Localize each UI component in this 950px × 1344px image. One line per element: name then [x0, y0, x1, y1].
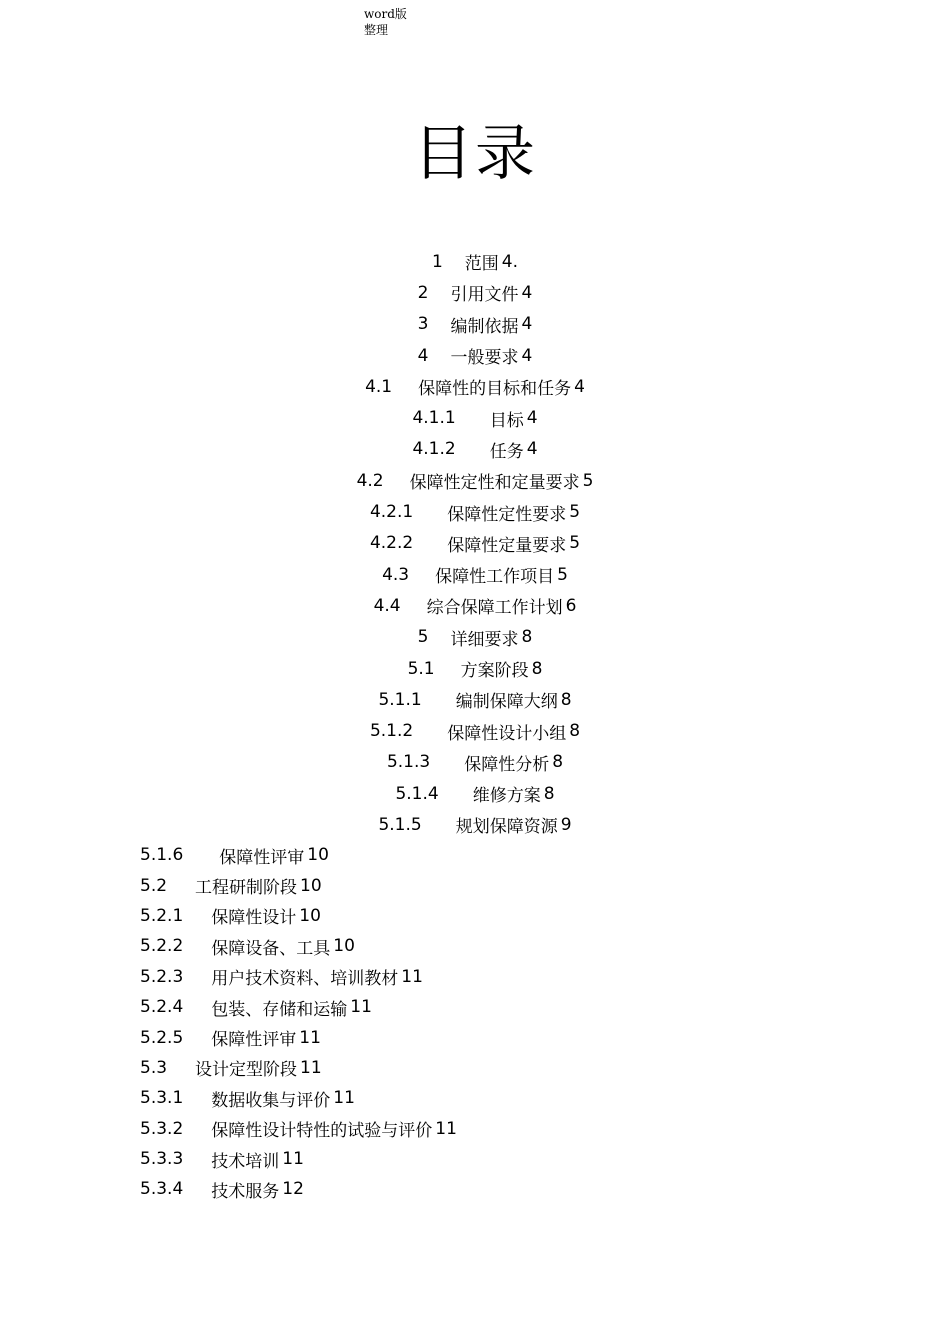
- toc-entry-number: 4.2.1: [369, 502, 414, 523]
- toc-entry-number: 5.1.6: [140, 845, 184, 866]
- toc-entry-title: 编制保障大纲: [455, 692, 558, 713]
- toc-entry[interactable]: [0, 1114, 950, 1144]
- header-line-1: word版: [364, 7, 407, 21]
- toc-entry-number: 5.1.4: [395, 783, 439, 804]
- toc-entry-number: 5.2.4: [140, 997, 184, 1018]
- toc-entry-number: 4: [417, 345, 429, 366]
- toc-entry-title: 规划保障资源: [455, 817, 558, 838]
- toc-entry-page: 5: [582, 470, 594, 491]
- toc-entry-title: 引用文件: [450, 285, 519, 306]
- toc-entry-title: 保障性设计: [211, 908, 297, 929]
- toc-entry-page: 11: [333, 1088, 355, 1109]
- toc-entry-page: 5: [569, 502, 581, 523]
- toc-entry-title: 保障性评审: [219, 847, 305, 868]
- toc-entry[interactable]: [0, 870, 950, 900]
- toc-entry[interactable]: [0, 246, 950, 277]
- toc-entry[interactable]: [0, 1144, 950, 1174]
- toc-entry[interactable]: [0, 1083, 950, 1113]
- toc-entry-page: 4: [521, 314, 533, 335]
- toc-entry[interactable]: [0, 1174, 950, 1204]
- toc-entry-title: 包装、存储和运输: [211, 999, 348, 1020]
- toc-entry-page: 5: [557, 564, 568, 585]
- toc-entry[interactable]: [0, 992, 950, 1022]
- toc-entry-page: 8: [569, 721, 581, 742]
- toc-entry-page: 8: [543, 783, 555, 804]
- toc-entry-number: 5.2: [140, 875, 168, 896]
- toc-entry[interactable]: [0, 1022, 950, 1052]
- toc-entry-number: 1: [431, 251, 443, 272]
- toc-entry-title: 任务: [489, 441, 524, 462]
- toc-entry[interactable]: [0, 371, 950, 402]
- toc-entry-title: 保障性设计特性的试验与评价: [211, 1121, 433, 1142]
- toc-entry-number: 5.1.5: [378, 814, 422, 835]
- toc-entry[interactable]: [0, 747, 950, 778]
- toc-entry[interactable]: [0, 715, 950, 746]
- toc-entry-page: 4: [574, 376, 585, 397]
- toc-entry-page: 4: [521, 282, 533, 303]
- toc-entry-number: 4.1: [365, 376, 393, 397]
- toc-entry-page: 4: [521, 345, 533, 366]
- toc-entry-page: 6: [565, 595, 577, 616]
- toc-entry[interactable]: [0, 1053, 950, 1083]
- toc-entry[interactable]: [0, 309, 950, 340]
- toc-entry[interactable]: [0, 778, 950, 809]
- toc-entry-title: 保障性评审: [211, 1030, 297, 1051]
- toc-entry-number: 5.1.3: [386, 752, 431, 773]
- toc-entry-page: 11: [299, 1027, 321, 1048]
- toc-entry-number: 5.3.3: [140, 1149, 184, 1170]
- toc-entry-page: 4: [526, 439, 538, 460]
- toc-entry-page: 8: [560, 689, 572, 710]
- toc-left-list: [0, 840, 950, 1205]
- toc-entry-number: 5.1.2: [369, 721, 414, 742]
- toc-entry[interactable]: [0, 340, 950, 371]
- toc-entry-number: 3: [417, 314, 429, 335]
- toc-entry[interactable]: [0, 402, 950, 433]
- toc-entry[interactable]: [0, 684, 950, 715]
- toc-entry-title: 详细要求: [450, 629, 519, 650]
- toc-entry[interactable]: [0, 840, 950, 870]
- toc-entry-page: 11: [282, 1149, 304, 1170]
- toc-entry[interactable]: [0, 653, 950, 684]
- toc-entry-page: 8: [531, 658, 543, 679]
- toc-entry-number: 4.1.1: [412, 408, 456, 429]
- toc-entry-title: 用户技术资料、培训教材: [211, 969, 399, 990]
- toc-entry-page: 5: [569, 533, 581, 554]
- toc-entry[interactable]: [0, 434, 950, 465]
- toc-entry[interactable]: [0, 277, 950, 308]
- toc-centered-list: [0, 246, 950, 841]
- toc-entry-number: 5.2.1: [140, 905, 184, 926]
- toc-entry-title: 范围: [464, 254, 499, 275]
- toc-entry-title: 目标: [489, 410, 524, 431]
- toc-entry-page: 10: [307, 845, 329, 866]
- toc-entry-title: 综合保障工作计划: [426, 598, 563, 619]
- toc-entry-number: 5.2.5: [140, 1027, 184, 1048]
- toc-entry[interactable]: [0, 931, 950, 961]
- toc-entry-page: 10: [299, 905, 321, 926]
- toc-entry-page: 11: [350, 997, 372, 1018]
- toc-entry-page: 8: [521, 627, 533, 648]
- toc-entry-title: 一般要求: [450, 348, 519, 369]
- toc-entry-page: 12: [282, 1179, 304, 1200]
- toc-entry-title: 技术培训: [211, 1151, 280, 1172]
- toc-entry-title: 编制依据: [450, 316, 519, 337]
- toc-entry-number: 5: [417, 627, 429, 648]
- toc-entry-title: 保障设备、工具: [211, 938, 331, 959]
- toc-entry-title: 保障性定性要求: [447, 504, 567, 525]
- toc-entry-title: 方案阶段: [460, 661, 529, 681]
- toc-entry-number: 5.1.1: [378, 689, 422, 710]
- toc-entry-number: 2: [417, 282, 429, 303]
- toc-entry[interactable]: [0, 590, 950, 621]
- toc-entry-title: 保障性分析: [464, 754, 550, 775]
- toc-entry-number: 4.1.2: [412, 439, 456, 460]
- toc-entry-page: 11: [300, 1057, 322, 1078]
- toc-entry-number: 4.2: [356, 470, 384, 491]
- toc-entry-page: 4: [526, 408, 538, 429]
- toc-entry-title: 保障性工作项目: [435, 567, 555, 588]
- toc-entry-number: 5.2.3: [140, 966, 184, 987]
- toc-entry[interactable]: [0, 809, 950, 840]
- toc-entry-number: 5.3.4: [140, 1179, 184, 1200]
- toc-entry-number: 5.1: [407, 658, 435, 679]
- toc-entry-title: 数据收集与评价: [211, 1090, 331, 1111]
- toc-entry-number: 4.4: [373, 595, 401, 616]
- toc-entry-page: 11: [435, 1118, 457, 1139]
- toc-entry-number: 5.3.1: [140, 1088, 184, 1109]
- toc-entry-page: 10: [300, 875, 322, 896]
- toc-entry-page: 10: [333, 936, 355, 957]
- toc-entry-page: 9: [560, 814, 572, 835]
- toc-entry-title: 保障性设计小组: [447, 723, 567, 744]
- toc-entry[interactable]: [0, 962, 950, 992]
- toc-entry-number: 5.3.2: [140, 1118, 184, 1139]
- toc-entry-title: 技术服务: [211, 1181, 280, 1202]
- toc-entry-title: 保障性定量要求: [447, 535, 567, 556]
- header-line-2: 整理: [364, 23, 389, 37]
- page-title: 目录: [413, 119, 537, 189]
- toc-entry-number: 5.3: [140, 1057, 168, 1078]
- toc-entry[interactable]: [0, 559, 950, 590]
- toc-entry-page: 4.: [501, 251, 519, 272]
- toc-entry-title: 保障性定性和定量要求: [409, 473, 580, 494]
- toc-entry[interactable]: [0, 496, 950, 527]
- toc-entry-title: 工程研制阶段: [195, 878, 298, 899]
- toc-entry[interactable]: [0, 465, 950, 496]
- toc-entry-number: 4.2.2: [369, 533, 414, 554]
- toc-entry-number: 5.2.2: [140, 936, 184, 957]
- toc-entry[interactable]: [0, 528, 950, 559]
- page-header: [364, 6, 407, 38]
- toc-entry-number: 4.3: [382, 564, 410, 585]
- toc-entry-page: 8: [552, 752, 564, 773]
- toc-entry[interactable]: [0, 901, 950, 931]
- toc-entry-title: 设计定型阶段: [195, 1060, 298, 1081]
- toc-entry-page: 11: [401, 966, 423, 987]
- toc-entry-title: 保障性的目标和任务: [418, 379, 572, 400]
- toc-entry-title: 维修方案: [472, 786, 541, 807]
- toc-entry[interactable]: [0, 622, 950, 653]
